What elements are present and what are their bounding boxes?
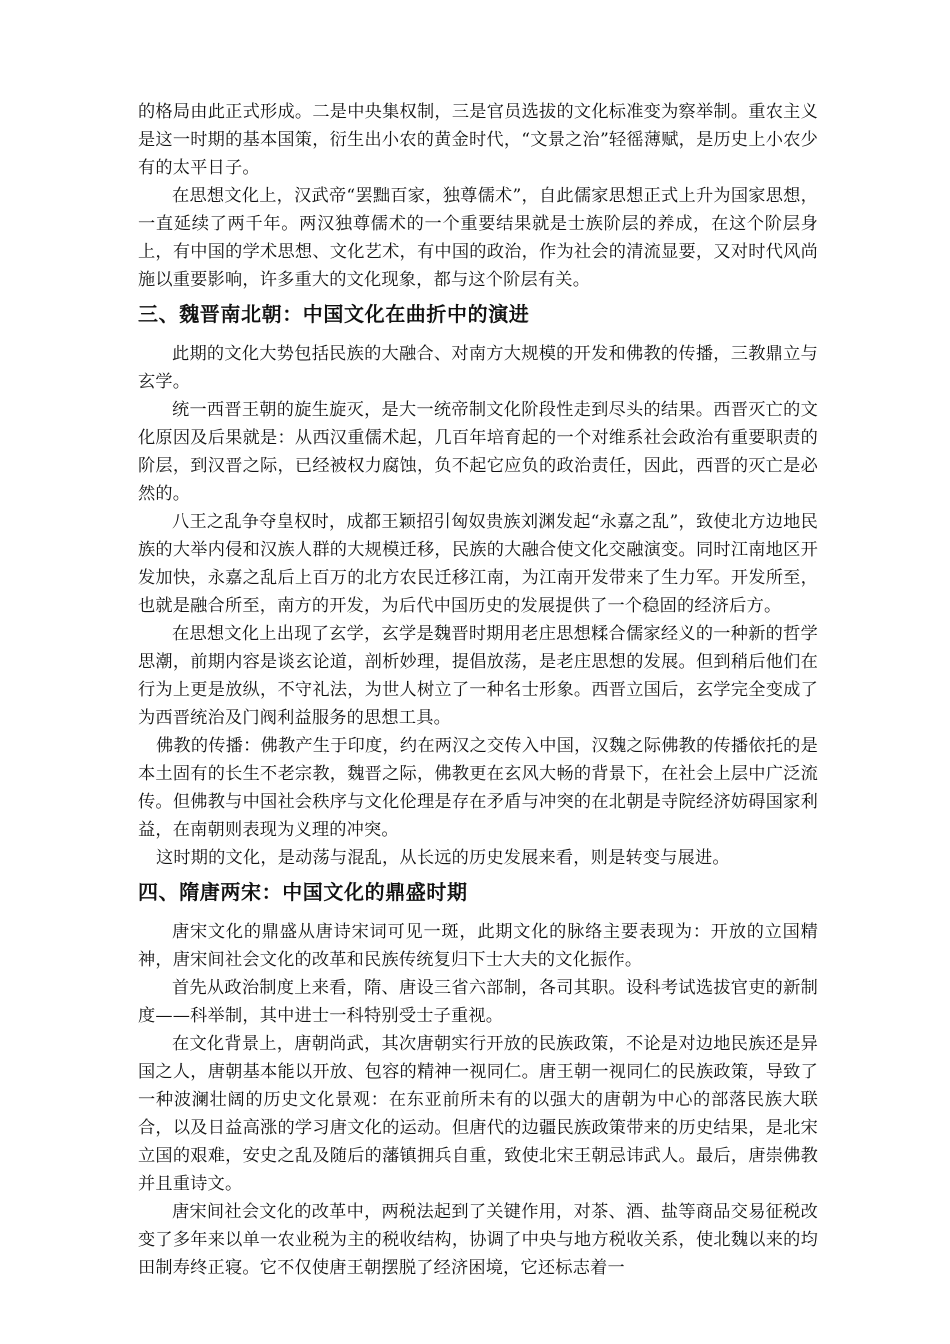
paragraph-12: 唐宋间社会文化的改革中，两税法起到了关键作用，对茶、酒、盐等商品交易征税改变了多年来以单一农业税为主的税收结构，协调了中央与地方税收关系，使北魏以来的均田制寿终正寝。它不仅使唐王朝摆脱了经济困境，它还标志着一 [138,1202,818,1278]
section-heading-4: 四、隋唐两宋：中国文化的鼎盛时期 [138,880,468,904]
paragraph-8: 这时期的文化，是动荡与混乱，从长远的历史发展来看，则是转变与展进。 [156,848,730,868]
paragraph-9: 唐宋文化的鼎盛从唐诗宋词可见一斑，此期文化的脉络主要表现为：开放的立国精神，唐宋间社会文化的改革和民族传统复归下士大夫的文化振作。 [138,922,818,970]
paragraph-6: 在思想文化上出现了玄学，玄学是魏晋时期用老庄思想糅合儒家经义的一种新的哲学思潮，前期内容是谈玄论道，剖析妙理，提倡放荡，是老庄思想的发展。但到稍后他们在行为上更是放纵，不守礼法，为世人树立了一种名士形象。西晋立国后，玄学完全变成了为西晋统治及门阀利益服务的思想工具。 [138,624,818,728]
document-body [138,98,818,1282]
paragraph-5: 八王之乱争夺皇权时，成都王颖招引匈奴贵族刘渊发起“永嘉之乱”，致使北方边地民族的大举内侵和汉族人群的大规模迁移，民族的大融合使文化交融演变。同时江南地区开发加快，永嘉之乱后上百万的北方农民迁移江南，为江南开发带来了生力军。开发所至，也就是融合所至，南方的开发，为后代中国历史的发展提供了一个稳固的经济后方。 [138,512,818,616]
paragraph-2: 在思想文化上，汉武帝“罢黜百家，独尊儒术”，自此儒家思想正式上升为国家思想，一直延续了两千年。两汉独尊儒术的一个重要结果就是士族阶层的养成，在这个阶层身上，有中国的学术思想、文化艺术，有中国的政治，作为社会的清流显要，又对时代风尚施以重要影响，许多重大的文化现象，都与这个阶层有关。 [138,186,818,290]
paragraph-10: 首先从政治制度上来看，隋、唐设三省六部制，各司其职。设科考试选拔官吏的新制度——科举制，其中进士一科特别受士子重视。 [138,978,818,1026]
paragraph-4: 统一西晋王朝的旋生旋灭，是大一统帝制文化阶段性走到尽头的结果。西晋灭亡的文化原因及后果就是：从西汉重儒术起，几百年培育起的一个对维系社会政治有重要职责的阶层，到汉晋之际，已经被权力腐蚀，负不起它应负的政治责任，因此，西晋的灭亡是必然的。 [138,400,818,504]
paragraph-7: 佛教的传播：佛教产生于印度，约在两汉之交传入中国，汉魏之际佛教的传播依托的是本土固有的长生不老宗教，魏晋之际，佛教更在玄风大畅的背景下，在社会上层中广泛流传。但佛教与中国社会秩序与文化伦理是存在矛盾与冲突的在北朝是寺院经济妨碍国家利益，在南朝则表现为义理的冲突。 [138,736,818,840]
paragraph-1: 的格局由此正式形成。二是中央集权制，三是官员选拔的文化标准变为察举制。重农主义是这一时期的基本国策，衍生出小农的黄金时代，“文景之治”轻徭薄赋，是历史上小农少有的太平日子。 [138,102,818,178]
section-heading-3: 三、魏晋南北朝：中国文化在曲折中的演进 [138,302,530,326]
paragraph-3: 此期的文化大势包括民族的大融合、对南方大规模的开发和佛教的传播，三教鼎立与玄学。 [138,344,818,392]
paragraph-11: 在文化背景上，唐朝尚武，其次唐朝实行开放的民族政策，不论是对边地民族还是异国之人，唐朝基本能以开放、包容的精神一视同仁。唐王朝一视同仁的民族政策，导致了一种波澜壮阔的历史文化景观：在东亚前所未有的以强大的唐朝为中心的部落民族大联合，以及日益高涨的学习唐文化的运动。但唐代的边疆民族政策带来的历史结果，是北宋立国的艰难，安史之乱及随后的藩镇拥兵自重，致使北宋王朝忌讳武人。最后，唐崇佛教并且重诗文。 [138,1034,818,1194]
